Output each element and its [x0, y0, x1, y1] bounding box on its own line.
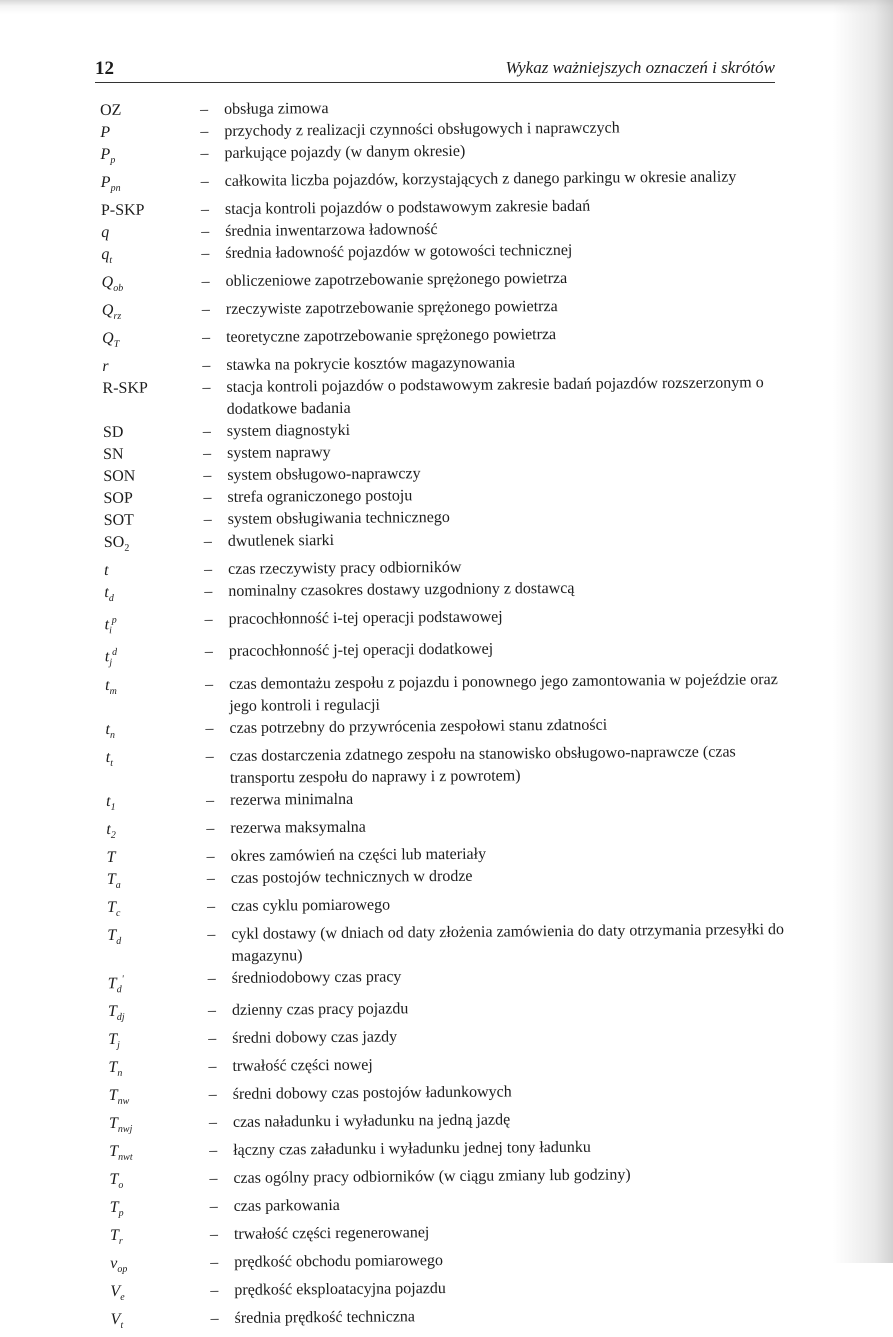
symbol-subscript: 2: [110, 829, 116, 841]
symbol-subscript: nw: [117, 1095, 130, 1107]
symbol-subscript: r: [118, 1235, 123, 1247]
symbol: [109, 1168, 209, 1197]
entry-dash: –: [207, 925, 216, 943]
symbol-base: t: [104, 616, 110, 634]
scan-top-shadow: [0, 0, 893, 14]
symbol-base: P: [100, 123, 111, 141]
description: stacja kontroli pojazdów o podstawowym zakresie badań pojazdów rozszerzonym o dodatkowe badania: [226, 374, 764, 418]
entry-dash: –: [200, 145, 209, 163]
description: rzeczywiste zapotrzebowanie sprężonego powietrza: [225, 298, 558, 318]
symbol-subscript: a: [115, 879, 121, 891]
description: średni dobowy czas postojów ładunkowych: [232, 1083, 512, 1103]
symbol: [111, 1308, 211, 1337]
description: system diagnostyki: [226, 421, 351, 440]
entry-dash: –: [203, 533, 212, 551]
description: dwutlenek siarki: [227, 531, 335, 550]
symbol-base: t: [106, 820, 111, 838]
symbol-base: q: [101, 223, 110, 241]
description: łączny czas załadunku i wyładunku jednej tony ładunku: [233, 1138, 591, 1159]
symbol-base: T: [109, 1142, 119, 1160]
entry-dash: –: [209, 1170, 218, 1188]
description: teoretyczne zapotrzebowanie sprężonego powietrza: [226, 326, 557, 346]
symbol-base: t: [105, 676, 110, 694]
symbol: [110, 1280, 210, 1309]
symbol: [109, 1140, 209, 1169]
symbol-subscript: j: [109, 657, 113, 669]
symbol: [106, 818, 206, 847]
symbol: [110, 1196, 210, 1225]
entry-dash: –: [208, 1058, 217, 1076]
list-item: [106, 741, 796, 791]
symbol: [105, 674, 205, 719]
symbol: [104, 531, 204, 560]
symbol-base: T: [109, 1226, 119, 1244]
symbol-base: v: [110, 1254, 118, 1272]
symbol-base: V: [110, 1310, 121, 1328]
symbol-base: T: [109, 1170, 119, 1188]
symbol: [110, 1224, 210, 1253]
symbol-base: T: [106, 848, 116, 866]
symbol-base: t: [105, 748, 111, 766]
entry-dash: –: [208, 1030, 217, 1048]
entry-dash: –: [203, 467, 212, 485]
description: okres zamówień na części lub materiały: [230, 845, 487, 865]
symbol-base: SOT: [103, 511, 134, 529]
entry-dash: –: [209, 1225, 218, 1244]
symbol-subscript: 2: [124, 542, 130, 554]
symbol-subscript: d: [116, 935, 122, 947]
symbol-superscript: p: [111, 614, 117, 626]
symbol: [104, 609, 204, 642]
description: czas ogólny pracy odbiorników (w ciągu zmiany lub godziny): [233, 1166, 631, 1187]
description: czas dostarczenia zdatnego zespołu na stanowisko obsługowo-naprawcze (czas transportu zespołu do naprawy i z powrotem): [229, 743, 736, 787]
symbol-subscript: ob: [113, 282, 124, 294]
abbreviation-list: [100, 94, 801, 1337]
symbol: [101, 199, 201, 222]
entry-dash: –: [202, 379, 211, 397]
symbol: [109, 1084, 209, 1113]
symbol: [101, 221, 201, 244]
symbol-subscript: c: [115, 907, 121, 919]
running-title: Wykaz ważniejszych oznaczeń i skrótów: [505, 58, 775, 77]
description: strefa ograniczonego postoju: [227, 487, 413, 506]
symbol: [107, 868, 207, 897]
symbol-base: t: [105, 720, 111, 738]
symbol: [101, 243, 201, 272]
description: prędkość eksploatacyjna pojazdu: [234, 1280, 446, 1299]
entry-dash: –: [200, 201, 210, 219]
symbol-base: SOP: [103, 489, 133, 507]
symbol: [102, 355, 202, 378]
entry-dash: –: [205, 719, 214, 737]
symbol: [107, 924, 207, 969]
symbol-subscript: n: [109, 729, 116, 741]
symbol: [106, 746, 206, 791]
symbol-subscript: d: [108, 592, 114, 604]
symbol-subscript: rz: [113, 310, 122, 322]
symbol-base: T: [107, 1002, 117, 1020]
entry-dash: –: [205, 747, 214, 765]
symbol-subscript: pn: [110, 182, 121, 194]
symbol-base: R-SKP: [102, 379, 148, 397]
description: czas potrzebny do przywrócenia zespołowi stanu zdatności: [229, 716, 608, 737]
entry-dash: –: [202, 357, 211, 375]
symbol-subscript: j: [117, 1039, 120, 1051]
symbol-subscript: o: [118, 1179, 124, 1191]
symbol-base: T: [108, 1030, 118, 1048]
entry-dash: –: [200, 173, 209, 191]
symbol: [100, 99, 200, 122]
entry-dash: –: [204, 583, 213, 601]
description: dzienny czas pracy pojazdu: [231, 1000, 409, 1019]
description: parkujące pojazdy (w danym okresie): [224, 142, 466, 162]
description: obliczeniowe zapotrzebowanie sprężonego powietrza: [225, 269, 568, 290]
symbol: [104, 581, 204, 610]
symbol-subscript: nwj: [117, 1123, 133, 1135]
symbol-base: Q: [102, 329, 114, 347]
description: prędkość obchodu pomiarowego: [234, 1252, 444, 1271]
entry-dash: –: [202, 329, 211, 347]
symbol-base: OZ: [100, 101, 122, 119]
entry-dash: –: [200, 101, 209, 119]
description: całkowita liczba pojazdów, korzystających z danego parkingu w okresie analizy: [224, 168, 737, 190]
symbol-base: q: [101, 245, 110, 263]
entry-dash: –: [201, 273, 210, 291]
description: przychody z realizacji czynności obsługowych i naprawczych: [224, 119, 620, 140]
symbol-subscript: d: [116, 983, 122, 995]
entry-dash: –: [209, 1198, 218, 1216]
description: czas postojów technicznych w drodze: [230, 867, 473, 887]
scan-right-shadow: [833, 0, 893, 1263]
symbol: [108, 1000, 208, 1029]
symbol: [105, 718, 205, 747]
description: obsługa zimowa: [224, 100, 329, 118]
symbol: [104, 559, 204, 582]
symbol-base: T: [107, 926, 117, 944]
entry-dash: –: [205, 675, 214, 693]
entry-dash: –: [210, 1309, 219, 1328]
entry-dash: –: [208, 1086, 217, 1104]
list-item: [102, 372, 792, 422]
entry-dash: –: [207, 1002, 217, 1020]
symbol: [110, 1252, 210, 1281]
symbol: [103, 487, 203, 510]
description: średnia prędkość techniczna: [234, 1308, 416, 1327]
description: pracochłonność j-tej operacji dodatkowej: [228, 640, 494, 661]
symbol-base: T: [107, 974, 117, 992]
description: czas rzeczywisty pracy odbiorników: [228, 558, 462, 578]
description: cykl dostawy (w dniach od daty złożenia zamówienia do daty otrzymania przesyłki do magazynu): [231, 920, 785, 965]
symbol-subscript: 1: [110, 801, 116, 813]
symbol-base: SD: [102, 423, 124, 441]
description: system obsługowo-naprawczy: [227, 465, 421, 484]
symbol-base: T: [108, 1114, 118, 1132]
symbol-subscript: dj: [116, 1011, 125, 1023]
entry-dash: –: [202, 423, 211, 441]
symbol-base: SO: [103, 533, 125, 551]
description: średnia ładowność pojazdów w gotowości technicznej: [225, 241, 573, 262]
entry-dash: –: [201, 223, 210, 241]
symbol-subscript: t: [109, 254, 113, 266]
symbol-subscript: p: [118, 1207, 124, 1219]
description: czas demontażu zespołu z pojazdu i ponownego jego zamontowania w pojeździe oraz jego kontroli i regulacji: [229, 670, 778, 715]
symbol-subscript: n: [117, 1067, 123, 1079]
entry-dash: –: [208, 1114, 218, 1132]
symbol-superscript: d: [112, 647, 118, 659]
entry-dash: –: [206, 847, 215, 865]
description: trwałość części nowej: [232, 1056, 373, 1075]
entry-dash: –: [206, 819, 215, 837]
symbol-base: T: [106, 870, 116, 888]
description: czas naładunku i wyładunku na jedną jazdę: [232, 1111, 511, 1131]
symbol-base: t: [106, 792, 111, 810]
description: rezerwa minimalna: [230, 790, 354, 809]
symbol-base: T: [109, 1198, 119, 1216]
symbol: [108, 1028, 208, 1057]
description: nominalny czasokres dostawy uzgodniony z dostawcą: [228, 579, 575, 600]
entry-dash: –: [201, 301, 210, 319]
description: trwałość części regenerowanej: [233, 1224, 430, 1243]
symbol: [103, 443, 203, 466]
list-item: [105, 669, 795, 719]
list-item: [107, 919, 797, 969]
symbol-superscript: ': [121, 973, 124, 985]
symbol: [107, 846, 207, 869]
entry-dash: –: [207, 969, 216, 987]
symbol-subscript: m: [109, 685, 117, 697]
symbol-base: r: [102, 357, 109, 375]
entry-dash: –: [203, 511, 212, 529]
description: stacja kontroli pojazdów o podstawowym zakresie badań: [224, 197, 591, 218]
symbol: [102, 327, 202, 356]
symbol: [102, 271, 202, 300]
symbol-subscript: t: [120, 1319, 124, 1331]
symbol: [103, 421, 203, 444]
entry-dash: –: [201, 245, 210, 263]
symbol: [100, 143, 200, 172]
symbol-base: Q: [101, 301, 114, 319]
entry-dash: –: [206, 897, 216, 915]
description: średni dobowy czas jazdy: [232, 1028, 398, 1047]
symbol: [109, 1112, 209, 1141]
description: czas cyklu pomiarowego: [230, 896, 391, 915]
symbol: [107, 896, 207, 925]
symbol-base: SON: [103, 467, 136, 485]
symbol-base: t: [104, 648, 110, 666]
symbol-subscript: i: [109, 625, 112, 637]
entry-dash: –: [203, 489, 212, 507]
symbol-base: T: [108, 1058, 118, 1076]
page-number: 12: [95, 58, 114, 79]
symbol: [101, 171, 201, 200]
symbol-subscript: p: [110, 154, 116, 166]
symbol-subscript: op: [117, 1263, 128, 1275]
symbol-base: t: [104, 583, 109, 601]
entry-dash: –: [204, 561, 213, 579]
description: czas parkowania: [233, 1196, 340, 1215]
entry-dash: –: [206, 869, 215, 887]
description: system naprawy: [227, 444, 331, 462]
symbol-base: T: [106, 898, 117, 916]
entry-dash: –: [210, 1281, 219, 1300]
symbol: [102, 299, 202, 328]
symbol: [105, 641, 205, 674]
symbol-subscript: T: [113, 338, 120, 350]
entry-dash: –: [203, 445, 212, 463]
description: rezerwa maksymalna: [230, 818, 366, 837]
symbol: [106, 790, 206, 819]
symbol-base: P: [100, 145, 111, 163]
symbol-base: t: [104, 561, 109, 579]
description: system obsługiwania technicznego: [227, 508, 450, 528]
symbol: [102, 377, 202, 422]
entry-dash: –: [204, 611, 213, 629]
symbol-base: T: [108, 1086, 118, 1104]
symbol: [104, 509, 204, 532]
description: pracochłonność i-tej operacji podstawowej: [228, 608, 503, 628]
symbol: [103, 465, 203, 488]
symbol-base: P-SKP: [100, 201, 145, 219]
symbol: [100, 121, 200, 144]
description: stawka na pokrycie kosztów magazynowania: [226, 354, 516, 374]
entry-dash: –: [204, 643, 213, 661]
description: średniodobowy czas pracy: [231, 968, 402, 987]
symbol: [108, 1056, 208, 1085]
entry-dash: –: [206, 791, 215, 809]
symbol-base: SN: [103, 445, 124, 463]
symbol: [108, 968, 208, 1001]
symbol-subscript: t: [110, 757, 114, 769]
symbol-base: P: [100, 173, 111, 191]
symbol-base: Q: [101, 273, 114, 291]
symbol-base: V: [110, 1282, 121, 1300]
entry-dash: –: [210, 1253, 219, 1272]
entry-dash: –: [200, 123, 209, 141]
page-header: [95, 50, 775, 83]
description: średnia inwentarzowa ładowność: [225, 221, 438, 240]
symbol-subscript: e: [120, 1291, 125, 1303]
symbol-subscript: nwt: [118, 1151, 133, 1163]
list-item: [111, 1303, 801, 1337]
entry-dash: –: [209, 1142, 218, 1160]
